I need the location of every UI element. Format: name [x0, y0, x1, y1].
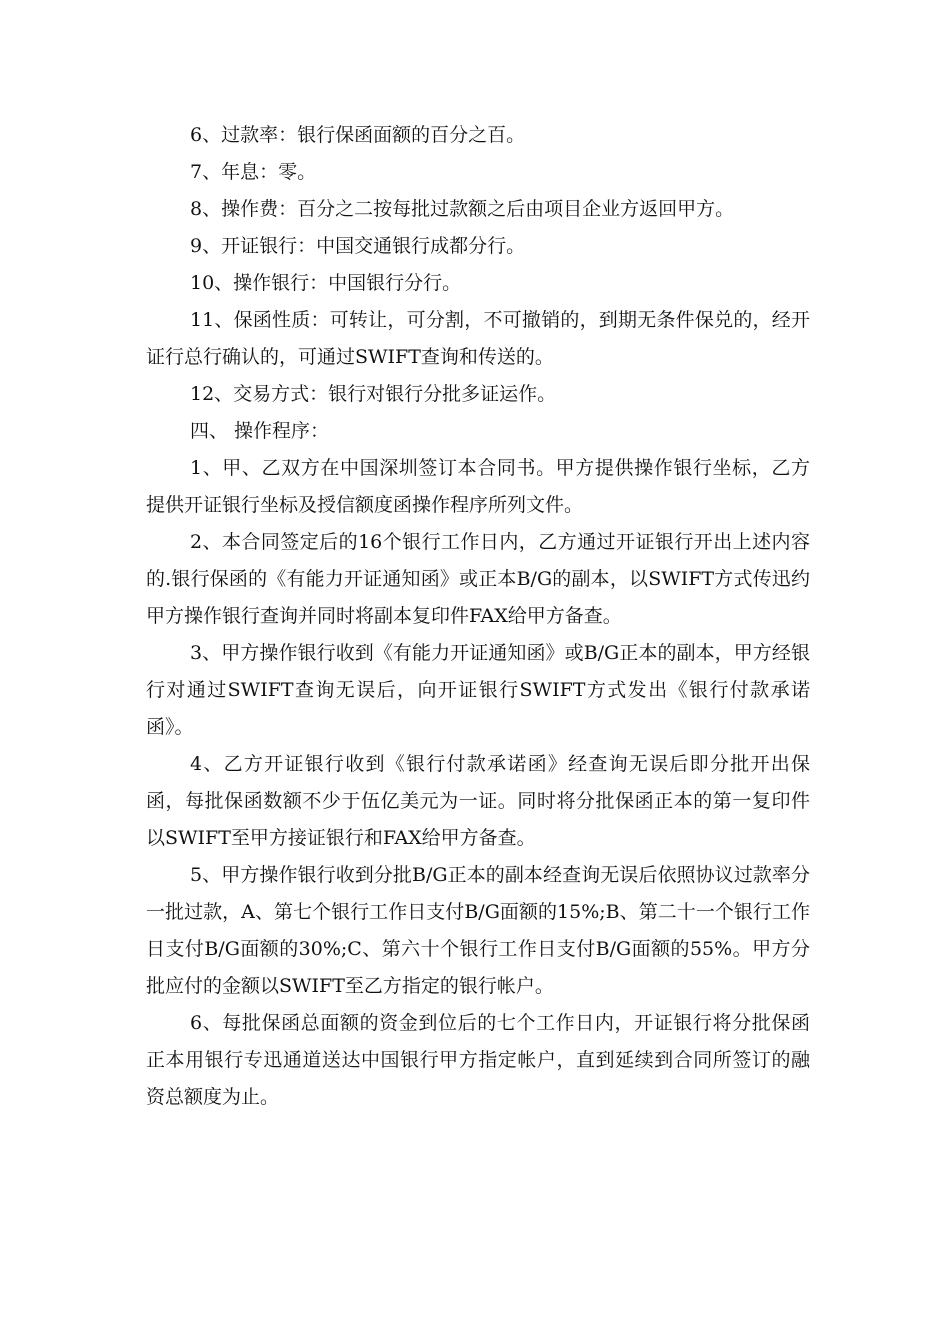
procedure-step-2: 2、本合同签定后的16个银行工作日内，乙方通过开证银行开出上述内容的.银行保函的《有能力开证通知函》或正本B/G的副本，以SWIFT方式传迅约甲方操作银行查询并同时将副本复印件FAX给甲方备查。 — [146, 531, 810, 627]
paragraph-7-interest: 7、年息：零。 — [190, 161, 317, 183]
paragraph-9-issuing-bank: 9、开证银行：中国交通银行成都分行。 — [190, 235, 526, 257]
paragraph-11-guarantee-nature: 11、保函性质：可转让，可分割，不可撤销的，到期无条件保兑的，经开证行总行确认的，可通过SWIFT查询和传送的。 — [146, 309, 810, 368]
paragraph-12-transaction-mode: 12、交易方式：银行对银行分批多证运作。 — [190, 383, 557, 405]
procedure-step-6: 6、每批保函总面额的资金到位后的七个工作日内，开证银行将分批保函正本用银行专迅通道送达中国银行甲方指定帐户，直到延续到合同所签订的融资总额度为止。 — [146, 1012, 810, 1108]
paragraph-8-fee: 8、操作费：百分之二按每批过款额之后由项目企业方返回甲方。 — [190, 198, 735, 220]
procedure-step-4: 4、乙方开证银行收到《银行付款承诺函》经查询无误后即分批开出保函，每批保函数额不少于伍亿美元为一证。同时将分批保函正本的第一复印件以SWIFT至甲方接证银行和FAX给甲方备查。 — [146, 753, 810, 849]
paragraph-10-operating-bank: 10、操作银行：中国银行分行。 — [190, 272, 462, 294]
section-heading-procedure: 四、 操作程序： — [190, 420, 330, 442]
paragraph-6-rate: 6、过款率：银行保函面额的百分之百。 — [190, 124, 526, 146]
document-body — [146, 117, 810, 1116]
procedure-step-3: 3、甲方操作银行收到《有能力开证通知函》或B/G正本的副本，甲方经银行对通过SWIFT查询无误后，向开证银行SWIFT方式发出《银行付款承诺函》。 — [146, 642, 810, 738]
procedure-step-1: 1、甲、乙双方在中国深圳签订本合同书。甲方提供操作银行坐标，乙方提供开证银行坐标及授信额度函操作程序所列文件。 — [146, 457, 810, 516]
procedure-step-5: 5、甲方操作银行收到分批B/G正本的副本经查询无误后依照协议过款率分一批过款，A、第七个银行工作日支付B/G面额的15%;B、第二十一个银行工作日支付B/G面额的30%;C、第六十个银行工作日支付B/G面额的55%。甲方分批应付的金额以SWIFT至乙方指定的银行帐户。 — [146, 864, 810, 997]
